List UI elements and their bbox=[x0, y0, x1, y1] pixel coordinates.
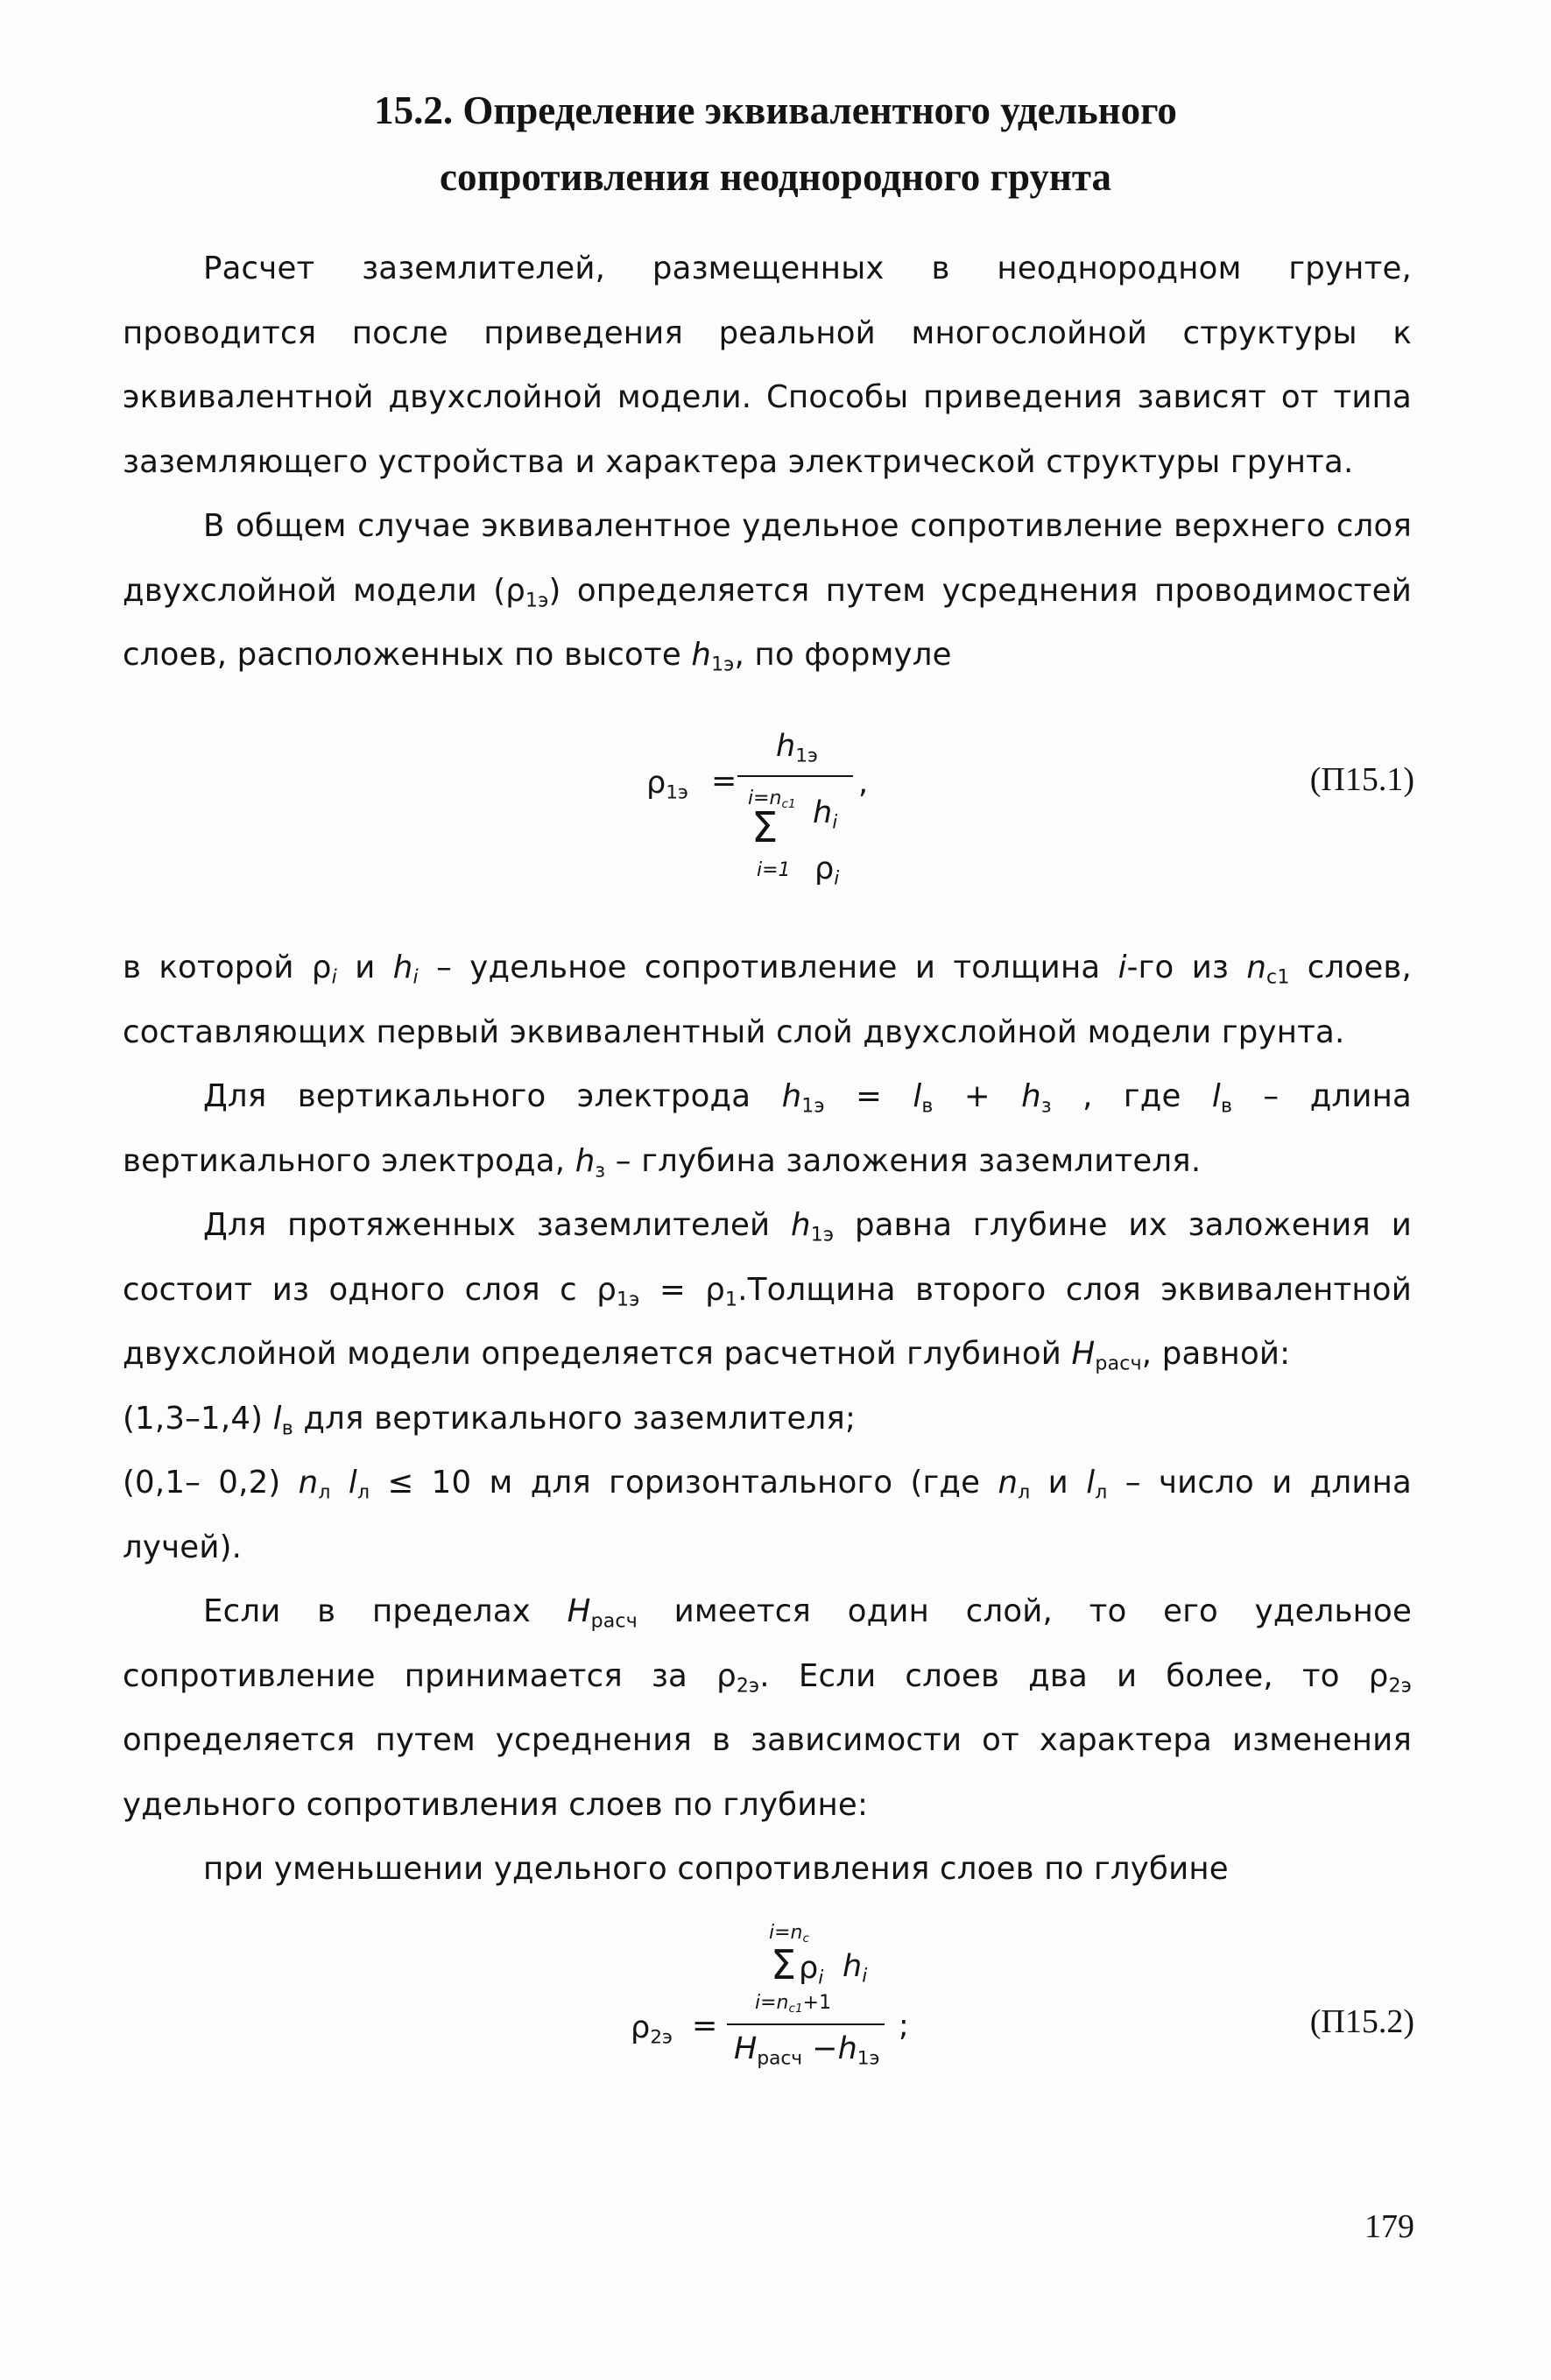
formula2-sum-bottom: $i=n_{c1}+1$ bbox=[755, 1992, 832, 2016]
formula1-term-h: $h_i$ bbox=[813, 795, 838, 834]
paragraph-2: В общем случае эквивалентное удельное сопротивление верхнего слоя двухслойной модели $(\rho_{1э})$ определяется путем усреднения проводимостей слоев, расположенных по высоте $h_{1э}$, по формуле bbox=[123, 508, 1412, 676]
formula2-term-h: $h_i$ bbox=[842, 1949, 868, 1988]
formula-p15-2 bbox=[631, 1910, 920, 2094]
formula2-lhs: $\rho_{2э}$ bbox=[631, 2010, 673, 2049]
formula1-equals: = bbox=[711, 764, 737, 799]
formula2-equals: = bbox=[692, 2009, 718, 2044]
formula2-term-rho: $\rho_i$ bbox=[799, 1951, 824, 1989]
formula1-sum-top: $i=n_{c1}$ bbox=[748, 787, 796, 812]
formula1-comma: , bbox=[858, 766, 869, 801]
formula2-sigma: Σ bbox=[771, 1941, 797, 1988]
formula2-denominator: $H_{расч} -h_{1э}$ bbox=[734, 2031, 880, 2070]
paragraph-3: в которой $\rho_i$ и $h_i$ – удельное сопротивление и толщина i-го из $n_{c1}$ слоев, составляющих первый эквивалентный слой двухслойной модели грунта. bbox=[123, 950, 1412, 1050]
list-item-2: (0,1– 0,2) $n_л$ $l_л \le 10$ м для горизонтального (где $n_л$ и $l_л$ – число и длина bbox=[123, 1465, 1412, 1504]
page-number: 179 bbox=[1364, 2208, 1414, 2245]
formula-p15-1 bbox=[639, 705, 902, 907]
list-item-2-tail: лучей). bbox=[123, 1529, 243, 1565]
formula1-term-rho: $\rho_i$ bbox=[814, 851, 840, 890]
list-item-1: (1,3–1,4) $l_в$ для вертикального заземлителя; bbox=[123, 1400, 857, 1440]
formula2-sum-top: $i=n_c$ bbox=[769, 1922, 809, 1946]
formula2-fraction-bar bbox=[727, 2023, 885, 2025]
equation-number-2: (П15.2) bbox=[1309, 2003, 1414, 2040]
paragraph-6: Если в пределах $H_{расч}$ имеется один слой, то его удельное сопротивление принимается за $\rho_{2э}$. Если слоев два и более, то $\rho_{2э}$ определяется путем усреднения в зависимости от характера изменения удельного сопротивления слоев по глубине: bbox=[123, 1593, 1413, 1823]
formula1-lhs: $\rho_{1э}$ bbox=[646, 766, 688, 804]
section-title bbox=[0, 77, 1551, 210]
paragraph-5: Для протяженных заземлителей $h_{1э}$ равна глубине их заложения и состоит из одного слоя с $\rho_{1э}$ = $\rho_1.Толщина$ второго слоя эквивалентной двухслойной модели определяется расчетной глубиной $H_{расч}$, равной: bbox=[123, 1207, 1412, 1375]
formula1-sum-bottom: i=1 bbox=[757, 859, 791, 881]
section-title-line-2: сопротивления неоднородного грунта bbox=[440, 155, 1111, 199]
paragraph-1: Расчет заземлителей, размещенных в неоднородном грунте, проводится после приведения реальной многослойной структуры к эквивалентной двухслойной модели. Способы приведения зависят от типа заземляющего устройства и характера электрической структуры грунта. bbox=[123, 251, 1412, 480]
body-text-middle bbox=[123, 936, 1412, 1902]
body-text-top bbox=[123, 237, 1412, 688]
paragraph-4: Для вертикального электрода $h_{1э} = l_в + h_з$ , где $l_в$ – длина вертикального электрода, $h_з$ – глубина заложения заземлителя. bbox=[123, 1078, 1412, 1183]
paragraph-7: при уменьшении удельного сопротивления слоев по глубине bbox=[203, 1851, 1229, 1887]
section-title-line-1: 15.2. Определение эквивалентного удельного bbox=[374, 88, 1177, 132]
formula1-sigma: Σ bbox=[751, 803, 779, 852]
formula1-fraction-bar bbox=[737, 775, 853, 777]
formula1-numerator: $h_{1э}$ bbox=[776, 729, 818, 767]
equation-number-1: (П15.1) bbox=[1309, 761, 1414, 798]
formula2-semicolon: ; bbox=[899, 2009, 909, 2044]
